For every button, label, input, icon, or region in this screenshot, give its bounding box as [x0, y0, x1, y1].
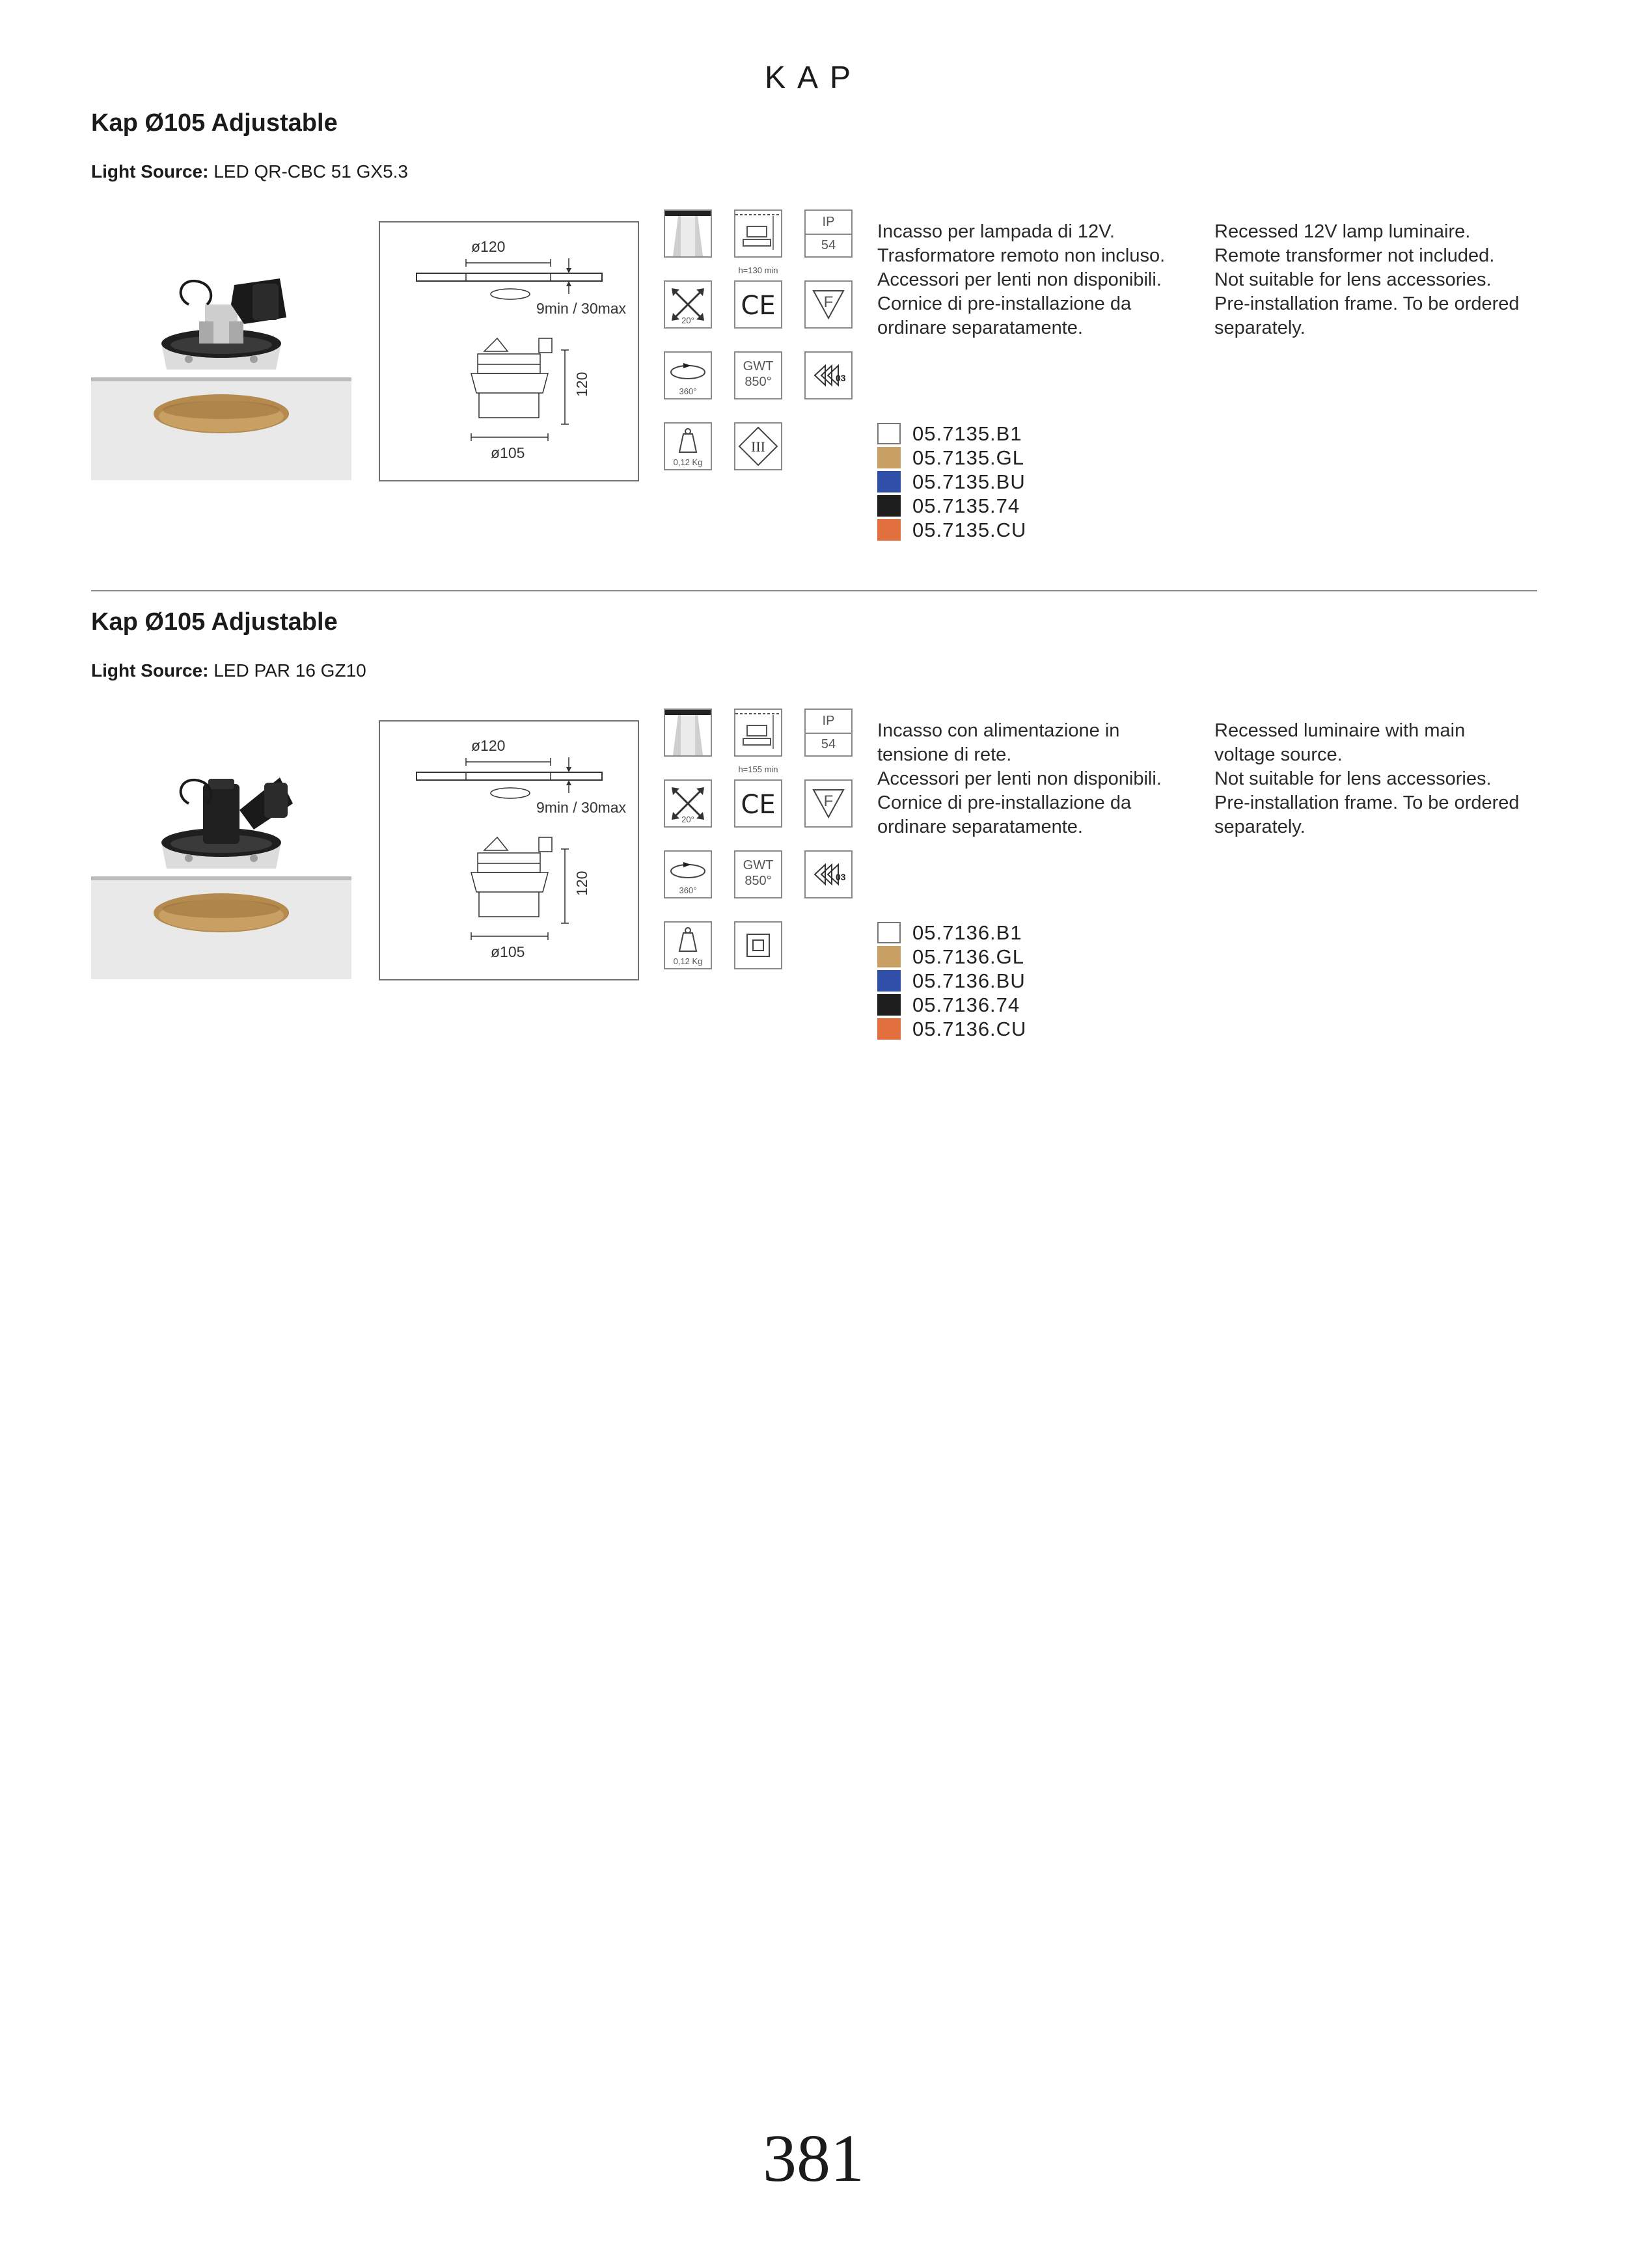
description-italian	[877, 719, 1162, 839]
ik-rating-icon	[804, 351, 853, 399]
product-code: 05.7135.B1	[912, 422, 1022, 445]
technical-drawing	[379, 221, 639, 481]
light-source	[91, 660, 366, 681]
tilt-angle-label: 20°	[681, 316, 694, 325]
product-code: 05.7136.74	[912, 993, 1020, 1016]
product-code: 05.7135.74	[912, 494, 1020, 517]
thickness-label: 9min / 30max	[536, 300, 627, 317]
description-line: Accessori per lenti non disponibili.	[877, 269, 1162, 290]
protection-class-label: III	[751, 439, 765, 455]
rotation-icon	[664, 351, 712, 399]
description-line: separately.	[1214, 317, 1306, 338]
gwt-label: GWT	[743, 858, 774, 872]
description-line: Pre-installation frame. To be ordered	[1214, 792, 1520, 813]
color-swatch	[877, 946, 901, 967]
min-height-caption: h=155 min	[738, 764, 778, 774]
weight-label: 0,12 Kg	[673, 956, 703, 966]
height-label: 120	[573, 371, 590, 397]
description-line: Cornice di pre-installazione da	[877, 792, 1132, 813]
f-mark-icon	[804, 280, 853, 329]
ik-rating-icon	[804, 850, 853, 898]
top-diameter-label: ø120	[471, 238, 506, 255]
description-line: Not suitable for lens accessories.	[1214, 768, 1492, 789]
f-mark-label: F	[823, 293, 834, 311]
color-swatch	[877, 1018, 901, 1040]
weight-icon	[664, 422, 712, 470]
product-photo	[91, 706, 351, 979]
brand-title: KAP	[764, 61, 863, 95]
product-code: 05.7135.GL	[912, 446, 1025, 469]
glow-wire-icon	[734, 351, 782, 399]
ip-rating-icon	[804, 209, 853, 258]
description-line: separately.	[1214, 817, 1306, 837]
color-swatch	[877, 519, 901, 541]
thickness-label: 9min / 30max	[536, 799, 627, 816]
description-line: tensione di rete.	[877, 744, 1012, 765]
gwt-value: 850°	[745, 874, 772, 888]
color-swatch	[877, 495, 901, 517]
light-source-label: Light Source:	[91, 660, 209, 681]
product-code: 05.7136.GL	[912, 945, 1025, 968]
product-code: 05.7136.B1	[912, 921, 1022, 944]
product-code: 05.7135.BU	[912, 470, 1026, 493]
f-mark-label: F	[823, 792, 834, 810]
beam-icon	[664, 709, 712, 757]
product-photo	[91, 207, 351, 480]
min-height-caption: h=130 min	[738, 265, 778, 275]
description-english	[1214, 719, 1520, 839]
height-label: 120	[573, 871, 590, 896]
ip-value: 54	[821, 238, 836, 252]
glow-wire-icon	[734, 850, 782, 898]
rotation-icon	[664, 850, 712, 898]
page-number: 381	[763, 2121, 864, 2196]
section-divider	[91, 590, 1537, 591]
weight-label: 0,12 Kg	[673, 457, 703, 467]
color-swatch	[877, 447, 901, 468]
light-source-label: Light Source:	[91, 161, 209, 182]
description-line: Not suitable for lens accessories.	[1214, 269, 1492, 290]
description-line: Remote transformer not included.	[1214, 245, 1495, 266]
weight-icon	[664, 921, 712, 969]
description-line: Recessed luminaire with main	[1214, 720, 1466, 741]
description-line: Cornice di pre-installazione da	[877, 293, 1132, 314]
description-line: ordinare separatamente.	[877, 317, 1083, 338]
class-ii-icon	[734, 921, 782, 969]
description-line: Recessed 12V lamp luminaire.	[1214, 221, 1471, 242]
light-source-value: LED QR-CBC 51 GX5.3	[213, 161, 409, 182]
svg-text:03: 03	[836, 872, 846, 882]
tilt-angle-icon	[664, 280, 712, 329]
color-swatch	[877, 423, 901, 444]
product-code: 05.7136.BU	[912, 969, 1026, 992]
recess-height-icon	[734, 709, 782, 757]
ip-label: IP	[822, 714, 835, 728]
description-line: Incasso per lampada di 12V.	[877, 221, 1115, 242]
product-title: Kap Ø105 Adjustable	[91, 608, 338, 636]
product-code: 05.7136.CU	[912, 1018, 1027, 1040]
description-english	[1214, 220, 1520, 340]
description-italian	[877, 220, 1165, 340]
ip-label: IP	[822, 215, 835, 229]
color-swatch	[877, 994, 901, 1016]
ce-mark-icon: CE	[734, 779, 782, 828]
tilt-angle-label: 20°	[681, 815, 694, 824]
product-section	[91, 109, 1537, 565]
color-swatch	[877, 970, 901, 992]
gwt-value: 850°	[745, 375, 772, 389]
ip-rating-icon	[804, 709, 853, 757]
product-code: 05.7135.CU	[912, 519, 1027, 541]
ce-mark-icon: CE	[734, 280, 782, 329]
top-diameter-label: ø120	[471, 737, 506, 754]
gwt-label: GWT	[743, 359, 774, 373]
description-line: ordinare separatamente.	[877, 817, 1083, 837]
color-swatch	[877, 471, 901, 493]
rotation-label: 360°	[679, 885, 697, 895]
technical-drawing	[379, 720, 639, 980]
product-title: Kap Ø105 Adjustable	[91, 109, 338, 137]
description-line: Trasformatore remoto non incluso.	[877, 245, 1166, 266]
product-section	[91, 608, 1537, 1064]
bottom-diameter-label: ø105	[491, 943, 525, 960]
bottom-diameter-label: ø105	[491, 444, 525, 461]
svg-text:03: 03	[836, 373, 846, 383]
rotation-label: 360°	[679, 386, 697, 396]
tilt-angle-icon	[664, 779, 712, 828]
description-line: voltage source.	[1214, 744, 1343, 765]
description-line: Accessori per lenti non disponibili.	[877, 768, 1162, 789]
light-source	[91, 161, 408, 182]
beam-icon	[664, 209, 712, 258]
class-iii-icon	[734, 422, 782, 470]
color-swatch	[877, 922, 901, 943]
recess-height-icon	[734, 209, 782, 258]
description-line: Incasso con alimentazione in	[877, 720, 1120, 741]
f-mark-icon	[804, 779, 853, 828]
ip-value: 54	[821, 737, 836, 751]
light-source-value: LED PAR 16 GZ10	[213, 660, 366, 681]
description-line: Pre-installation frame. To be ordered	[1214, 293, 1520, 314]
